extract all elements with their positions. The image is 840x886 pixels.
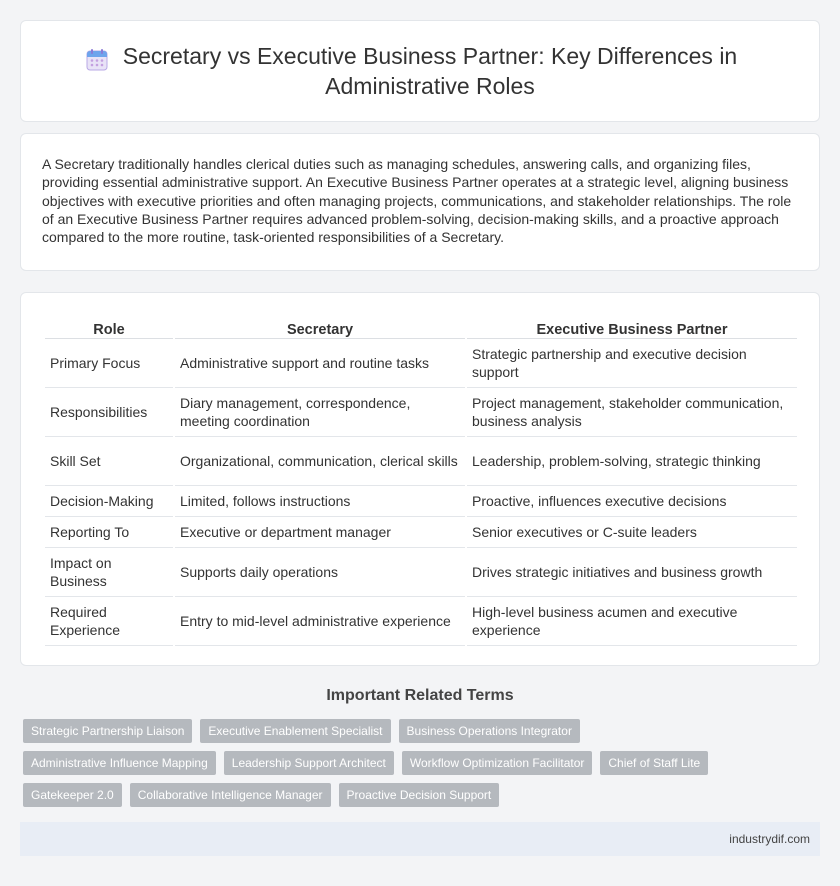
tag-chief-of-staff-lite[interactable]: Chief of Staff Lite <box>600 751 708 775</box>
footer <box>20 822 820 856</box>
tag-leadership-support-architect[interactable]: Leadership Support Architect <box>224 751 394 775</box>
table-row <box>45 388 797 437</box>
secretary-cell: Limited, follows instructions <box>175 486 465 517</box>
row-label: Reporting To <box>45 517 173 548</box>
secretary-cell: Administrative support and routine tasks <box>175 339 465 388</box>
related-terms-heading: Important Related Terms <box>326 687 514 704</box>
secretary-cell: Entry to mid-level administrative experience <box>175 597 465 646</box>
executive-cell: Project management, stakeholder communication, business analysis <box>467 388 797 437</box>
tag-strategic-partnership-liaison[interactable]: Strategic Partnership Liaison <box>23 719 192 743</box>
tag-gatekeeper[interactable]: Gatekeeper 2.0 <box>23 783 122 807</box>
tag-executive-enablement-specialist[interactable]: Executive Enablement Specialist <box>200 719 390 743</box>
title-card <box>20 20 820 122</box>
row-label: Required Experience <box>45 597 173 646</box>
executive-cell: Strategic partnership and executive decision support <box>467 339 797 388</box>
table-row <box>45 548 797 597</box>
tag-business-operations-integrator[interactable]: Business Operations Integrator <box>399 719 580 743</box>
row-label: Primary Focus <box>45 339 173 388</box>
header-secretary: Secretary <box>175 315 465 339</box>
intro-card <box>20 133 820 271</box>
row-label: Decision-Making <box>45 486 173 517</box>
tag-proactive-decision-support[interactable]: Proactive Decision Support <box>339 783 500 807</box>
footer-source: industrydif.com <box>729 832 810 846</box>
executive-cell: High-level business acumen and executive experience <box>467 597 797 646</box>
executive-cell: Leadership, problem-solving, strategic thinking <box>467 437 797 486</box>
executive-cell: Drives strategic initiatives and business growth <box>467 548 797 597</box>
comparison-table <box>43 315 799 646</box>
secretary-cell: Supports daily operations <box>175 548 465 597</box>
table-row <box>45 339 797 388</box>
table-row <box>45 517 797 548</box>
tag-workflow-optimization-facilitator[interactable]: Workflow Optimization Facilitator <box>402 751 593 775</box>
secretary-cell: Organizational, communication, clerical skills <box>175 437 465 486</box>
tag-administrative-influence-mapping[interactable]: Administrative Influence Mapping <box>23 751 216 775</box>
header-executive-business-partner: Executive Business Partner <box>467 315 797 339</box>
executive-cell: Senior executives or C-suite leaders <box>467 517 797 548</box>
comparison-card <box>20 292 820 666</box>
row-label: Skill Set <box>45 437 173 486</box>
header-role: Role <box>45 315 173 339</box>
secretary-cell: Executive or department manager <box>175 517 465 548</box>
table-header-row <box>45 315 797 339</box>
executive-cell: Proactive, influences executive decisions <box>467 486 797 517</box>
table-row <box>45 437 797 486</box>
table-row <box>45 486 797 517</box>
related-terms-tags <box>23 719 783 815</box>
row-label: Responsibilities <box>45 388 173 437</box>
page-title: Secretary vs Executive Business Partner: Key Differences in Administrative Roles <box>122 43 738 99</box>
secretary-cell: Diary management, correspondence, meeting coordination <box>175 388 465 437</box>
row-label: Impact on Business <box>45 548 173 597</box>
intro-paragraph: A Secretary traditionally handles clerical duties such as managing schedules, answering calls, and organizing files, providing essential administrative support. An Executive Business Partner operates at a strategic level, aligning business objectives with executive priorities and often managing projects, communications, and stakeholder relationships. The role of an Executive Business Partner requires advanced problem-solving, decision-making skills, and a proactive approach compared to the more routine, task-oriented responsibilities of a Secretary. <box>42 156 792 246</box>
table-row <box>45 597 797 646</box>
tag-collaborative-intelligence-manager[interactable]: Collaborative Intelligence Manager <box>130 783 331 807</box>
